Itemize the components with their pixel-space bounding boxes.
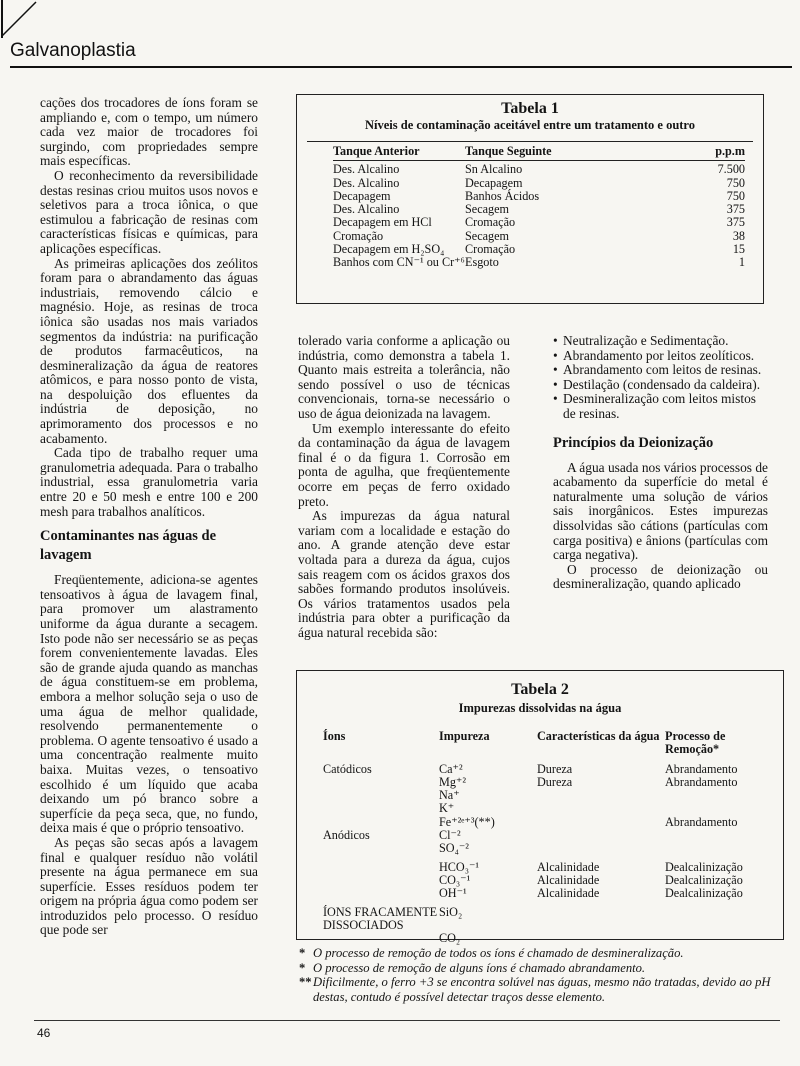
cell-processo bbox=[665, 789, 763, 802]
cell-processo: Abrandamento bbox=[665, 761, 738, 776]
header-cell: Tanque Anterior bbox=[333, 144, 420, 158]
table-row bbox=[323, 874, 763, 887]
footnote-mark: * bbox=[299, 946, 306, 960]
table-2-grid bbox=[323, 730, 763, 945]
cell-caracteristica: Alcalinidade bbox=[537, 872, 600, 887]
cell-ions bbox=[323, 856, 439, 874]
cell-tanque-seguinte: Secagem bbox=[465, 202, 509, 217]
cell-impureza: CO₂ bbox=[439, 931, 461, 946]
table-row bbox=[333, 177, 745, 190]
header-cell: Tanque Seguinte bbox=[465, 144, 552, 158]
cell-ions bbox=[323, 932, 439, 945]
cell-tanque-seguinte: Sn Alcalino bbox=[465, 162, 523, 177]
cell-impureza: HCO₃⁻¹ bbox=[439, 859, 480, 874]
running-header: Galvanoplastia bbox=[10, 40, 136, 61]
paragraph: As primeiras aplicações dos zeólitos foram para o abrandamento das águas industriais, removendo cálcio e magnésio. Hoje, as resinas de troca iônica são usadas nos mais variados segmentos da indústria: na purificação de produtos farmacêuticos, na desmineralização da água de reatores atômicos, e para nosso ponto de vista, na despoluição dos efluentes da indústria de deposição, no aprimoramento dos processos e no acabamento. bbox=[40, 255, 258, 446]
cell-processo: Abrandamento bbox=[665, 814, 738, 829]
treatment-list bbox=[553, 334, 768, 422]
cell-ions: ÍONS FRACAMENTE DISSOCIADOS bbox=[323, 904, 438, 932]
cell-tanque-anterior: Des. Alcalino bbox=[333, 202, 400, 217]
cell-tanque-seguinte: Banhos Ácidos bbox=[465, 188, 540, 203]
cell-ppm: 375 bbox=[726, 215, 745, 230]
paragraph: cações dos trocadores de íons foram se ampliando e, com o tempo, um número cada vez maior de trocadores foi surgindo, com propriedades sempre mais específicas. bbox=[40, 95, 258, 169]
cell-tanque-anterior: Cromação bbox=[333, 228, 384, 243]
cell-impureza: OH⁻¹ bbox=[439, 886, 467, 901]
cell-ions bbox=[323, 816, 439, 829]
footnote-text: Dificilmente, o ferro +3 se encontra solúvel nas águas, mesmo não tratadas, devido ao pH destas, contudo é possível detectar traços desse elemento. bbox=[313, 975, 771, 1004]
cell-impureza: CO₃⁻¹ bbox=[439, 872, 471, 887]
cell-ions bbox=[323, 802, 439, 815]
footnote bbox=[299, 975, 773, 1004]
cell-ppm: 7.500 bbox=[717, 162, 745, 177]
list-item: • Abrandamento por leitos zeolíticos. bbox=[553, 349, 768, 364]
cell-processo: Dealcalinização bbox=[665, 872, 743, 887]
paragraph: Freqüentemente, adiciona-se agentes tensoativos à água de lavagem final, para promover um alastramento uniforme da água durante a secagem. Isto pode não ser necessário se as peças forem convenientemente lavadas. Eles são de grande ajuda quando as manchas de água constituem-se em problema, embora a melhor solução seja o uso de uma água de melhor qualidade, resolvendo permanentemente o problema. O agente tensoativo é usado a uma concentração realmente muito baixa. Muitas vezes, o tensoativo escolhido é um líquido que acaba deixando um pó branco sobre a superfície da peça seca, que, no fundo, deixa mais é que o próprio tensoativo. bbox=[40, 572, 258, 836]
table-row bbox=[333, 256, 745, 269]
cell-processo: Abrandamento bbox=[665, 774, 738, 789]
corner-mark bbox=[0, 0, 40, 40]
cell-ions bbox=[323, 874, 439, 887]
table-row bbox=[323, 887, 763, 900]
cell-ions bbox=[323, 887, 439, 900]
cell-caracteristica: Dureza bbox=[537, 761, 573, 776]
section-heading: Contaminantes nas águas de lavagem bbox=[40, 528, 217, 564]
footnote-mark: * bbox=[299, 960, 306, 975]
table-subtitle: Níveis de contaminação aceitável entre um tratamento e outro bbox=[364, 118, 696, 132]
cell-impureza: Cl⁻² bbox=[439, 828, 461, 843]
cell-tanque-anterior: Des. Alcalino bbox=[333, 175, 400, 190]
cell-tanque-seguinte: Cromação bbox=[465, 242, 516, 257]
table-row bbox=[323, 932, 763, 945]
cell-tanque-anterior: Decapagem em H₂SO₄ bbox=[333, 242, 445, 257]
cell-ppm: 750 bbox=[726, 175, 745, 190]
table-row bbox=[323, 901, 763, 933]
paragraph: tolerado varia conforme a aplicação ou indústria, como demonstra a tabela 1. Quanto mais estreita a tolerância, não sendo possível o uso de técnicas convencionais, torna-se necessário o uso de água deionizada na lavagem. bbox=[298, 333, 510, 421]
table-row bbox=[323, 829, 763, 842]
table-row bbox=[333, 230, 745, 243]
paragraph: A água usada nos vários processos de acabamento da superfície do metal é naturalmente uma solução de vários sais inorgânicos. Estes impurezas dissolvidas são cátions (partículas com carga positiva) e ânions (partículas com carga negativa). bbox=[553, 459, 768, 563]
footnote bbox=[299, 946, 773, 961]
paragraph: Um exemplo interessante do efeito da contaminação da água de lavagem final é o da figura 1. Corrosão em ponta de agulha, que freqüentemente ocorre em peças de ferro oxidado preto. bbox=[298, 420, 510, 509]
cell-caracteristica: Alcalinidade bbox=[537, 859, 600, 874]
table-rule bbox=[333, 160, 745, 161]
table-row bbox=[323, 802, 763, 815]
cell-ions bbox=[323, 842, 439, 855]
table-row bbox=[323, 842, 763, 855]
table-row bbox=[323, 856, 763, 874]
cell-processo bbox=[665, 829, 763, 842]
column-3 bbox=[553, 334, 768, 592]
header-cell: Processo de Remoção* bbox=[665, 729, 726, 757]
table-row bbox=[333, 203, 745, 216]
cell-caracteristica bbox=[537, 829, 665, 842]
cell-caracteristica: Alcalinidade bbox=[537, 886, 600, 901]
paragraph: As peças são secas após a lavagem final e qualquer resíduo não volátil presente na água permanece em sua superfície. Esses resíduos podem ter origem na própria água como podem ser introduzidos pelo processo. O resíduo que pode ser bbox=[40, 834, 258, 938]
footer-rule bbox=[34, 1020, 780, 1021]
table-row bbox=[333, 190, 745, 203]
cell-ppm: 375 bbox=[726, 202, 745, 217]
paragraph: As impurezas da água natural variam com a localidade e estação do ano. A grande atenção deve estar voltada para a dureza da água, cujos sais reagem com os ácidos graxos dos sabões formando produtos insolúveis. Os vários tratamentos usados pela indústria para obter a purificação da água natural recebida são: bbox=[298, 508, 510, 640]
cell-caracteristica bbox=[537, 816, 665, 829]
header-rule bbox=[10, 66, 792, 68]
column-1 bbox=[40, 96, 258, 938]
cell-tanque-anterior: Des. Alcalino bbox=[333, 162, 400, 177]
cell-ppm: 38 bbox=[732, 228, 745, 243]
paragraph: Cada tipo de trabalho requer uma granulometria adequada. Para o trabalho industrial, essa granulometria varia entre 20 e 50 mesh e entre 100 e 200 mesh para trabalhos analíticos. bbox=[40, 445, 258, 519]
table-subtitle: Impurezas dissolvidas na água bbox=[458, 701, 622, 715]
table-header-row bbox=[323, 730, 763, 757]
list-item: • Abrandamento com leitos de resinas. bbox=[553, 363, 768, 378]
cell-processo bbox=[665, 932, 763, 945]
cell-ions: Anódicos bbox=[323, 828, 370, 843]
cell-impureza: Fe⁺²ᵉ⁺³(**) bbox=[439, 814, 495, 829]
table-header-row bbox=[333, 145, 745, 158]
cell-ppm: 1 bbox=[738, 255, 745, 270]
cell-impureza: Ca⁺² bbox=[439, 761, 463, 776]
paragraph: O processo de deionização ou desmineralização, quando aplicado bbox=[553, 561, 768, 592]
cell-processo bbox=[665, 901, 763, 933]
header-cell: Íons bbox=[323, 729, 346, 743]
table-row bbox=[323, 816, 763, 829]
list-item: • Desmineralização com leitos mistos de resinas. bbox=[553, 392, 768, 421]
table-1 bbox=[296, 94, 764, 304]
cell-caracteristica bbox=[537, 789, 665, 802]
cell-impureza: SiO₂ bbox=[439, 904, 463, 919]
cell-tanque-anterior: Decapagem bbox=[333, 188, 391, 203]
cell-ppm: 15 bbox=[732, 242, 745, 257]
table-row bbox=[323, 776, 763, 789]
table-2 bbox=[296, 670, 784, 946]
cell-impureza: K⁺ bbox=[439, 801, 455, 816]
cell-caracteristica: Dureza bbox=[537, 774, 573, 789]
cell-caracteristica bbox=[537, 802, 665, 815]
list-item: • Destilação (condensado da caldeira). bbox=[553, 378, 768, 393]
cell-tanque-anterior: Banhos com CN⁻¹ ou Cr⁺⁶ bbox=[333, 255, 465, 270]
section-heading: Princípios da Deionização bbox=[553, 434, 714, 451]
table-rule bbox=[307, 141, 753, 142]
table-row bbox=[323, 757, 763, 776]
column-2 bbox=[298, 334, 510, 640]
cell-ions bbox=[323, 789, 439, 802]
list-item: • Neutralização e Sedimentação. bbox=[553, 334, 768, 349]
paragraph: O reconhecimento da reversibilidade destas resinas criou muitos usos novos e seletivos para a troca iônica, o que estimulou a fabricação de resinas com características físicas e químicas, para aplicações específicas. bbox=[40, 167, 258, 256]
header-cell: Impureza bbox=[439, 729, 490, 743]
cell-tanque-seguinte: Cromação bbox=[465, 215, 516, 230]
table-row bbox=[333, 216, 745, 229]
cell-caracteristica bbox=[537, 901, 665, 933]
cell-tanque-seguinte: Secagem bbox=[465, 228, 509, 243]
table-2-footnotes bbox=[299, 946, 773, 1004]
cell-caracteristica bbox=[537, 932, 665, 945]
header-cell: p.p.m bbox=[715, 144, 745, 158]
table-row bbox=[323, 789, 763, 802]
header-cell: Características da água bbox=[537, 729, 660, 743]
cell-ppm: 750 bbox=[726, 188, 745, 203]
cell-caracteristica bbox=[537, 842, 665, 855]
cell-processo: Dealcalinização bbox=[665, 859, 743, 874]
cell-impureza: SO₄⁻² bbox=[439, 841, 469, 856]
cell-tanque-anterior: Decapagem em HCl bbox=[333, 215, 432, 230]
cell-processo bbox=[665, 802, 763, 815]
cell-tanque-seguinte: Decapagem bbox=[465, 175, 523, 190]
table-row bbox=[333, 243, 745, 256]
table-row bbox=[333, 163, 745, 176]
page-number: 46 bbox=[37, 1026, 51, 1040]
footnote-text: O processo de remoção de todos os íons é chamado de desmineralização. bbox=[313, 946, 684, 960]
cell-ions: Catódicos bbox=[323, 761, 372, 776]
table-title: Tabela 2 bbox=[511, 681, 569, 698]
cell-processo: Dealcalinização bbox=[665, 886, 743, 901]
cell-impureza: Na⁺ bbox=[439, 788, 460, 803]
footnote-text: O processo de remoção de alguns íons é chamado abrandamento. bbox=[313, 960, 646, 975]
table-1-grid bbox=[333, 145, 745, 270]
cell-tanque-seguinte: Esgoto bbox=[465, 255, 499, 270]
footnote-mark: ** bbox=[299, 975, 312, 990]
cell-processo bbox=[665, 842, 763, 855]
cell-impureza: Mg⁺² bbox=[439, 774, 467, 789]
table-title: Tabela 1 bbox=[501, 100, 559, 117]
footnote bbox=[299, 960, 773, 976]
cell-ions bbox=[323, 776, 439, 789]
